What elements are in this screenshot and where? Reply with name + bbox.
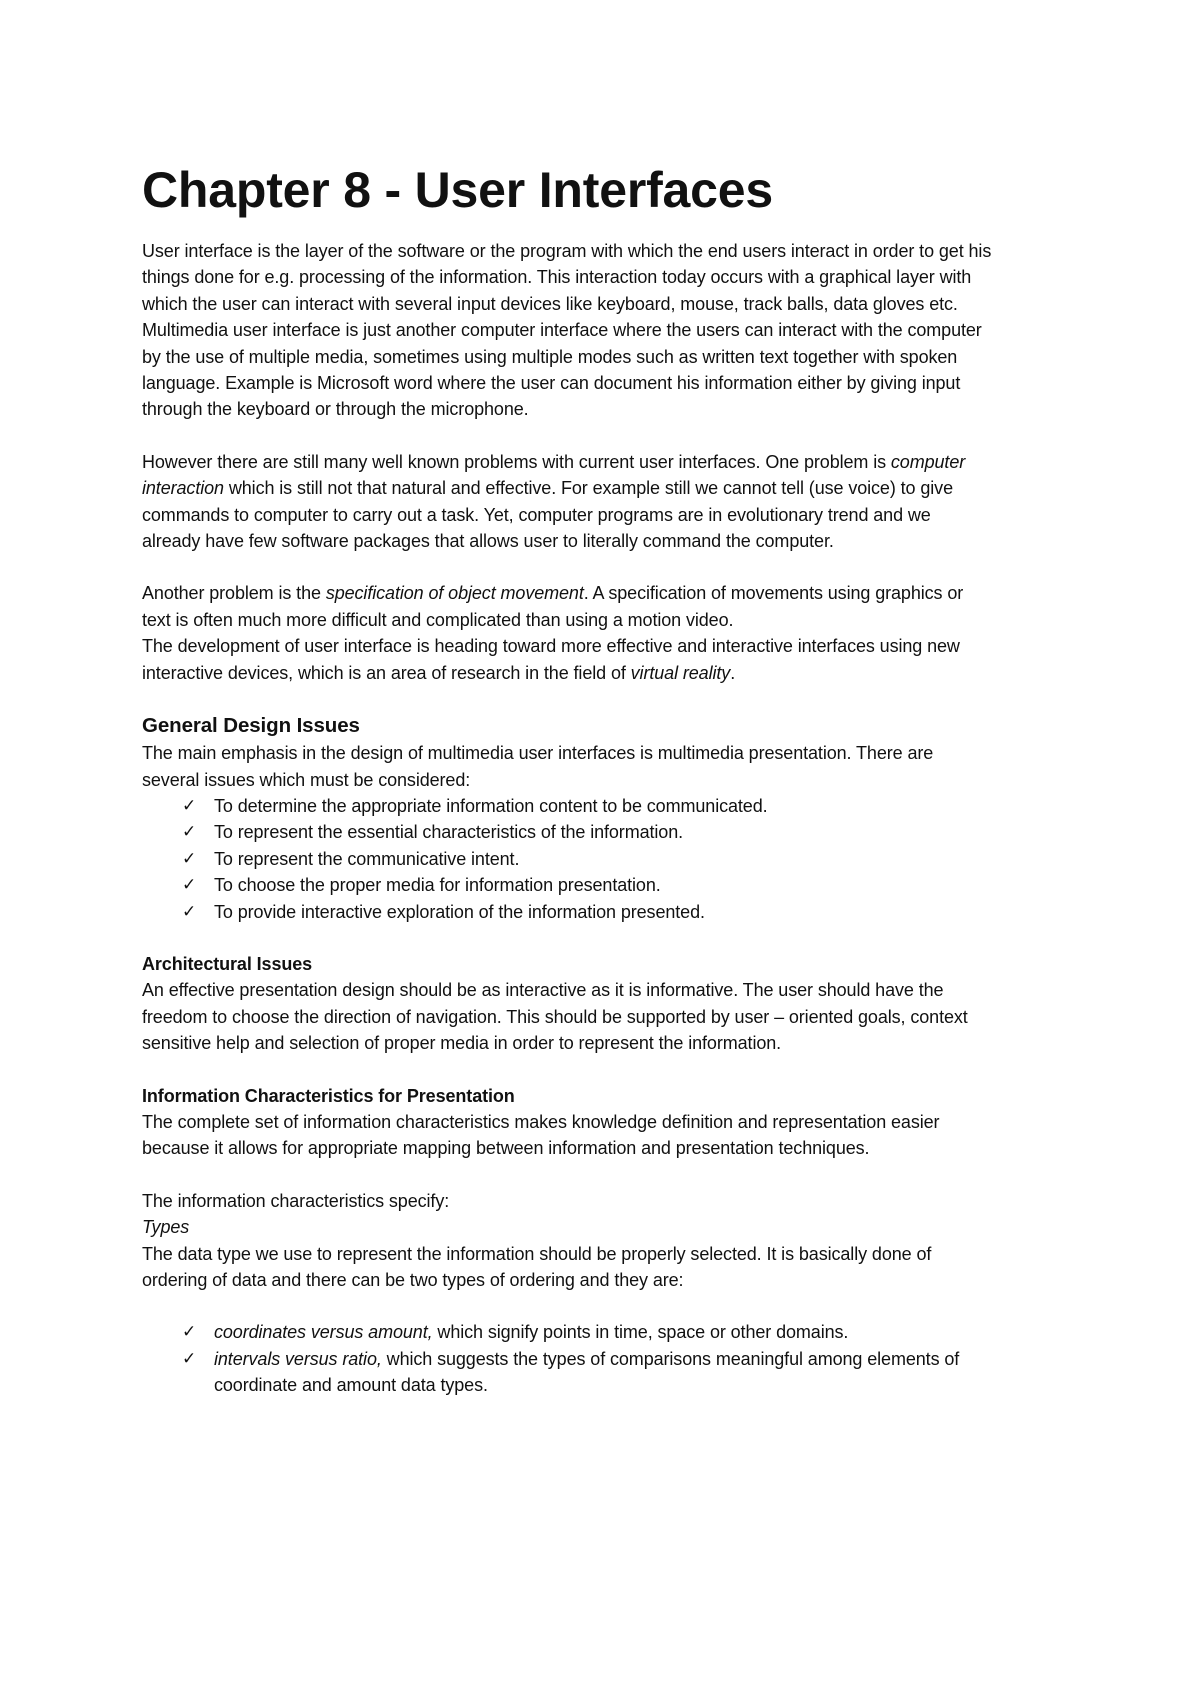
intro-p2-start: However there are still many well known problems with current user interfaces. One problem is	[142, 451, 891, 472]
document-page	[142, 160, 992, 1399]
types-label: Types	[142, 1217, 190, 1238]
list-item-text: To represent the essential characteristics of the information.	[214, 822, 684, 843]
intro-paragraph-3	[142, 580, 992, 633]
chapter-title: Chapter 8 - User Interfaces	[142, 162, 773, 218]
list-item	[182, 819, 992, 845]
intro-p3-start: Another problem is the	[142, 583, 326, 604]
info-characteristics-text: The complete set of information characteristics makes knowledge definition and representation easier because it allows for appropriate mapping between information and presentation techniques.	[142, 1111, 940, 1159]
intro-p4-end: .	[730, 662, 736, 683]
architectural-text: An effective presentation design should be as interactive as it is informative. The user should have the freedom to choose the direction of navigation. This should be supported by user – oriented goals, context sensitive help and selection of proper media in order to represent the information.	[142, 980, 968, 1054]
intro-p3-end: . A specification of movements using graphics or text is often much more difficult and complicated than using a motion video.	[142, 583, 964, 630]
intro-p4-start: The development of user interface is heading toward more effective and interactive interfaces using new interactive devices, which is an area of research in the field of	[142, 636, 960, 683]
architectural-heading: Architectural Issues	[142, 953, 313, 974]
intro-paragraph-4	[142, 633, 992, 686]
check-icon: ✓	[182, 901, 197, 922]
list-item-italic: coordinates versus amount,	[214, 1322, 433, 1343]
check-icon: ✓	[182, 822, 197, 843]
types-list	[142, 1319, 992, 1398]
list-item-text: which signify points in time, space or other domains.	[432, 1322, 849, 1343]
intro-p2-italic: computer interaction	[142, 451, 966, 499]
list-item-italic: intervals versus ratio,	[214, 1348, 382, 1369]
check-icon: ✓	[182, 1348, 197, 1369]
list-item-text: To choose the proper media for information presentation.	[214, 875, 661, 896]
check-icon: ✓	[182, 795, 197, 816]
general-design-list	[142, 793, 992, 925]
intro-p2-end: which is still not that natural and effective. For example still we cannot tell (use voice) to give commands to computer to carry out a task. Yet, computer programs are in evolutionary trend and we already have few software packages that allows user to literally command the computer.	[142, 478, 953, 552]
types-text: The data type we use to represent the information should be properly selected. It is basically done of ordering of data and there can be two types of ordering and they are:	[142, 1243, 932, 1290]
list-item-text: To determine the appropriate information content to be communicated.	[214, 795, 768, 816]
intro-paragraph-1: User interface is the layer of the software or the program with which the end users interact in order to get his things done for e.g. processing of the information. This interaction today occurs with a graphical layer with which the user can interact with several input devices like keyboard, mouse, track balls, data gloves etc. Multimedia user interface is just another computer interface where the users can interact with the computer by the use of multiple media, sometimes using multiple modes such as written text together with spoken language. Example is Microsoft word where the user can document his information either by giving input through the keyboard or through the microphone.	[142, 241, 992, 420]
info-characteristics-heading: Information Characteristics for Presentation	[142, 1085, 515, 1106]
info-specify-text: The information characteristics specify:	[142, 1190, 450, 1211]
list-item	[182, 846, 992, 872]
list-item-text: which suggests the types of comparisons meaningful among elements of coordinate and amount data types.	[214, 1348, 960, 1396]
list-item	[182, 1346, 992, 1399]
general-design-heading: General Design Issues	[142, 714, 360, 738]
intro-paragraph-2	[142, 449, 992, 555]
list-item-text: To represent the communicative intent.	[214, 848, 520, 869]
check-icon: ✓	[182, 875, 197, 896]
intro-p3-italic: specification of object movement	[325, 583, 584, 604]
list-item-text: To provide interactive exploration of the information presented.	[214, 901, 705, 922]
check-icon: ✓	[182, 1322, 197, 1343]
general-design-text: The main emphasis in the design of multimedia user interfaces is multimedia presentation. There are several issues which must be considered:	[142, 743, 934, 790]
list-item	[182, 899, 992, 925]
list-item	[182, 872, 992, 898]
intro-p4-italic: virtual reality	[630, 662, 731, 683]
list-item	[182, 1319, 992, 1345]
list-item	[182, 793, 992, 819]
check-icon: ✓	[182, 848, 197, 869]
